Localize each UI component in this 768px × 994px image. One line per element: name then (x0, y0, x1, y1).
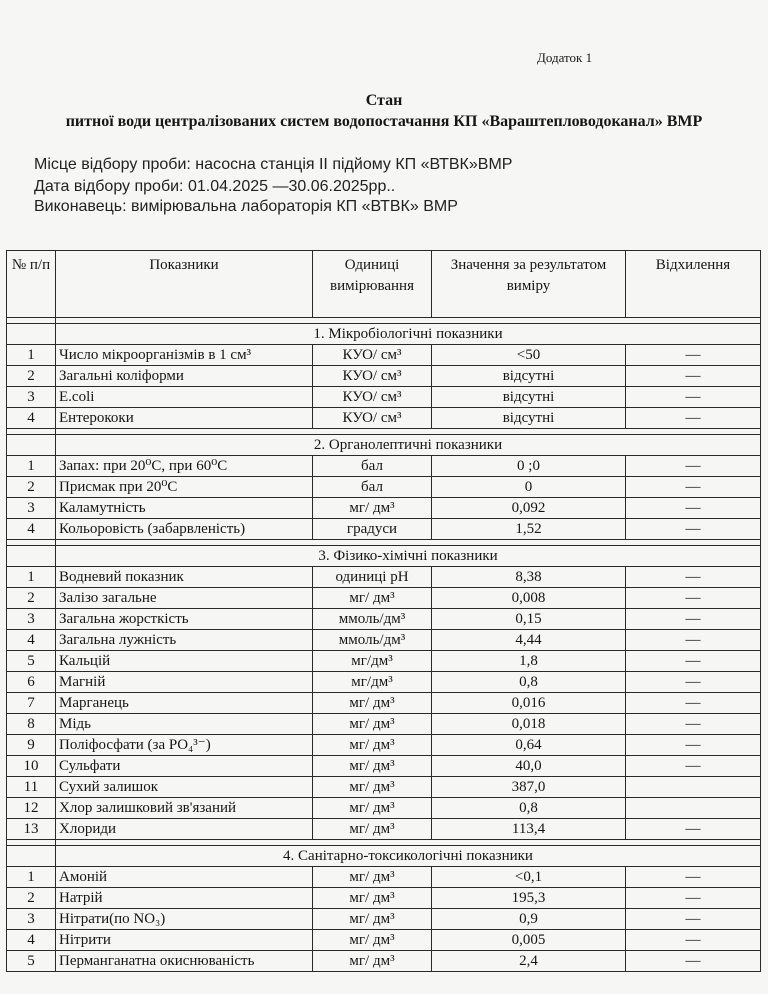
unit: мг/ дм³ (313, 819, 432, 840)
unit: мг/ дм³ (313, 588, 432, 609)
row-number: 13 (7, 819, 56, 840)
measured-value: 0 (432, 477, 626, 498)
unit: КУО/ см³ (313, 387, 432, 408)
measured-value: 0,8 (432, 672, 626, 693)
document-title: Стан (365, 92, 403, 109)
table-row (7, 387, 761, 408)
table-row (7, 609, 761, 630)
indicator-name: Залізо загальне (56, 588, 313, 609)
table-header-row (7, 251, 761, 318)
indicator-name: Каламутність (56, 498, 313, 519)
row-number: 10 (7, 756, 56, 777)
table-row (7, 498, 761, 519)
table-row (7, 588, 761, 609)
col-header-deviation: Відхилення (626, 251, 761, 318)
measured-value: 0,9 (432, 909, 626, 930)
table-row (7, 672, 761, 693)
section-empty-cell (7, 435, 56, 456)
measured-value: 0,005 (432, 930, 626, 951)
unit: КУО/ см³ (313, 345, 432, 366)
unit: мг/ дм³ (313, 777, 432, 798)
deviation: — (626, 519, 761, 540)
table-row (7, 888, 761, 909)
measured-value: <0,1 (432, 867, 626, 888)
measured-value: 2,4 (432, 951, 626, 972)
row-number: 1 (7, 567, 56, 588)
indicator-name: Загальні коліформи (56, 366, 313, 387)
table-row (7, 909, 761, 930)
row-number: 2 (7, 477, 56, 498)
table-row (7, 651, 761, 672)
table-row (7, 408, 761, 429)
section-empty-cell (7, 546, 56, 567)
measured-value: відсутні (432, 408, 626, 429)
deviation: — (626, 630, 761, 651)
unit: мг/ дм³ (313, 867, 432, 888)
row-number: 8 (7, 714, 56, 735)
measured-value: 8,38 (432, 567, 626, 588)
unit: мг/дм³ (313, 651, 432, 672)
row-number: 12 (7, 798, 56, 819)
sampling-location: Місце відбору проби: насосна станція II підйому КП «ВТВК»ВМР (34, 156, 513, 173)
row-number: 1 (7, 345, 56, 366)
unit: мг/ дм³ (313, 756, 432, 777)
unit: мг/ дм³ (313, 798, 432, 819)
measured-value: 0,64 (432, 735, 626, 756)
unit: бал (313, 456, 432, 477)
row-number: 1 (7, 867, 56, 888)
table-row (7, 714, 761, 735)
indicator-name: Перманганатна окиснюваність (56, 951, 313, 972)
measured-value: 1,52 (432, 519, 626, 540)
deviation: — (626, 456, 761, 477)
row-number: 11 (7, 777, 56, 798)
row-number: 3 (7, 609, 56, 630)
indicator-name: Кольоровість (забарвленість) (56, 519, 313, 540)
deviation: — (626, 951, 761, 972)
row-number: 4 (7, 519, 56, 540)
measured-value: 195,3 (432, 888, 626, 909)
row-number: 4 (7, 930, 56, 951)
indicator-name: E.coli (56, 387, 313, 408)
indicator-name: Мідь (56, 714, 313, 735)
row-number: 4 (7, 630, 56, 651)
indicator-name: Загальна жорсткість (56, 609, 313, 630)
row-number: 2 (7, 588, 56, 609)
deviation: — (626, 714, 761, 735)
deviation: — (626, 498, 761, 519)
unit: мг/ дм³ (313, 930, 432, 951)
indicator-name: Сухий залишок (56, 777, 313, 798)
section-title: 3. Фізико-хімічні показники (56, 546, 761, 567)
deviation: — (626, 867, 761, 888)
indicator-name: Натрій (56, 888, 313, 909)
row-number: 5 (7, 951, 56, 972)
deviation (626, 777, 761, 798)
deviation: — (626, 735, 761, 756)
table-row (7, 951, 761, 972)
indicator-name: Присмак при 20⁰С (56, 477, 313, 498)
deviation: — (626, 693, 761, 714)
indicator-name: Ентерококи (56, 408, 313, 429)
deviation: — (626, 567, 761, 588)
measured-value: 1,8 (432, 651, 626, 672)
measured-value: 40,0 (432, 756, 626, 777)
table-row (7, 630, 761, 651)
table-row (7, 756, 761, 777)
unit: одиниці рН (313, 567, 432, 588)
col-header-unit: Одиниці вимірювання (313, 251, 432, 318)
measured-value: 0 ;0 (432, 456, 626, 477)
deviation: — (626, 588, 761, 609)
deviation: — (626, 408, 761, 429)
measured-value: 0,016 (432, 693, 626, 714)
section-title: 2. Органолептичні показники (56, 435, 761, 456)
indicator-name: Кальцій (56, 651, 313, 672)
measured-value: відсутні (432, 366, 626, 387)
col-header-num: № п/п (7, 251, 56, 318)
deviation (626, 798, 761, 819)
deviation: — (626, 930, 761, 951)
section-header-row (7, 324, 761, 345)
deviation: — (626, 888, 761, 909)
row-number: 1 (7, 456, 56, 477)
indicator-name: Загальна лужність (56, 630, 313, 651)
table-row (7, 567, 761, 588)
table-row (7, 345, 761, 366)
unit: ммоль/дм³ (313, 630, 432, 651)
deviation: — (626, 477, 761, 498)
indicator-name: Запах: при 20⁰С, при 60⁰С (56, 456, 313, 477)
measured-value: 387,0 (432, 777, 626, 798)
measured-value: 0,092 (432, 498, 626, 519)
section-title: 1. Мікробіологічні показники (56, 324, 761, 345)
deviation: — (626, 387, 761, 408)
measured-value: 0,15 (432, 609, 626, 630)
section-empty-cell (7, 846, 56, 867)
document-subtitle: питної води централізованих систем водопостачання КП «Вараштепловодоканал» ВМР (65, 113, 703, 130)
unit: КУО/ см³ (313, 408, 432, 429)
measured-value: відсутні (432, 387, 626, 408)
measured-value: 4,44 (432, 630, 626, 651)
unit: бал (313, 477, 432, 498)
table-row (7, 693, 761, 714)
row-number: 2 (7, 888, 56, 909)
unit: мг/ дм³ (313, 693, 432, 714)
indicator-name: Марганець (56, 693, 313, 714)
unit: мг/ дм³ (313, 951, 432, 972)
unit: ммоль/дм³ (313, 609, 432, 630)
col-header-value: Значення за результатом виміру (432, 251, 626, 318)
unit: мг/ дм³ (313, 735, 432, 756)
row-number: 7 (7, 693, 56, 714)
unit: мг/ дм³ (313, 888, 432, 909)
section-header-row (7, 435, 761, 456)
performer: Виконавець: вимірювальна лабораторія КП «ВТВК» ВМР (34, 198, 458, 215)
deviation: — (626, 609, 761, 630)
indicator-name: Амоній (56, 867, 313, 888)
table-row (7, 366, 761, 387)
unit: мг/ дм³ (313, 909, 432, 930)
indicator-name: Нітрати(по NO₃) (56, 909, 313, 930)
deviation: — (626, 672, 761, 693)
section-header-row (7, 846, 761, 867)
row-number: 4 (7, 408, 56, 429)
row-number: 2 (7, 366, 56, 387)
table-row (7, 519, 761, 540)
appendix-label: Додаток 1 (537, 50, 593, 65)
row-number: 6 (7, 672, 56, 693)
table-row (7, 930, 761, 951)
deviation: — (626, 651, 761, 672)
unit: КУО/ см³ (313, 366, 432, 387)
measured-value: 0,018 (432, 714, 626, 735)
section-empty-cell (7, 324, 56, 345)
col-header-name: Показники (56, 251, 313, 318)
unit: мг/ дм³ (313, 498, 432, 519)
deviation: — (626, 909, 761, 930)
row-number: 3 (7, 909, 56, 930)
indicator-name: Водневий показник (56, 567, 313, 588)
table-body (7, 318, 761, 972)
measured-value: 0,8 (432, 798, 626, 819)
section-title: 4. Санітарно-токсикологічні показники (56, 846, 761, 867)
indicator-name: Поліфосфати (за PO₄³⁻) (56, 735, 313, 756)
deviation: — (626, 345, 761, 366)
row-number: 5 (7, 651, 56, 672)
unit: мг/ дм³ (313, 714, 432, 735)
indicator-name: Хлориди (56, 819, 313, 840)
indicator-name: Сульфати (56, 756, 313, 777)
unit: мг/дм³ (313, 672, 432, 693)
table-row (7, 735, 761, 756)
deviation: — (626, 819, 761, 840)
row-number: 3 (7, 387, 56, 408)
indicator-name: Нітрити (56, 930, 313, 951)
row-number: 3 (7, 498, 56, 519)
sampling-date: Дата відбору проби: 01.04.2025 —30.06.2025рр.. (34, 178, 396, 195)
measured-value: 113,4 (432, 819, 626, 840)
measured-value: 0,008 (432, 588, 626, 609)
section-header-row (7, 546, 761, 567)
table-row (7, 819, 761, 840)
table-row (7, 777, 761, 798)
row-number: 9 (7, 735, 56, 756)
unit: градуси (313, 519, 432, 540)
table-row (7, 798, 761, 819)
table-row (7, 477, 761, 498)
table-row (7, 456, 761, 477)
indicator-name: Магній (56, 672, 313, 693)
measured-value: <50 (432, 345, 626, 366)
indicator-name: Хлор залишковий зв'язаний (56, 798, 313, 819)
deviation: — (626, 756, 761, 777)
results-table (6, 250, 761, 972)
table-row (7, 867, 761, 888)
deviation: — (626, 366, 761, 387)
indicator-name: Число мікроорганізмів в 1 см³ (56, 345, 313, 366)
